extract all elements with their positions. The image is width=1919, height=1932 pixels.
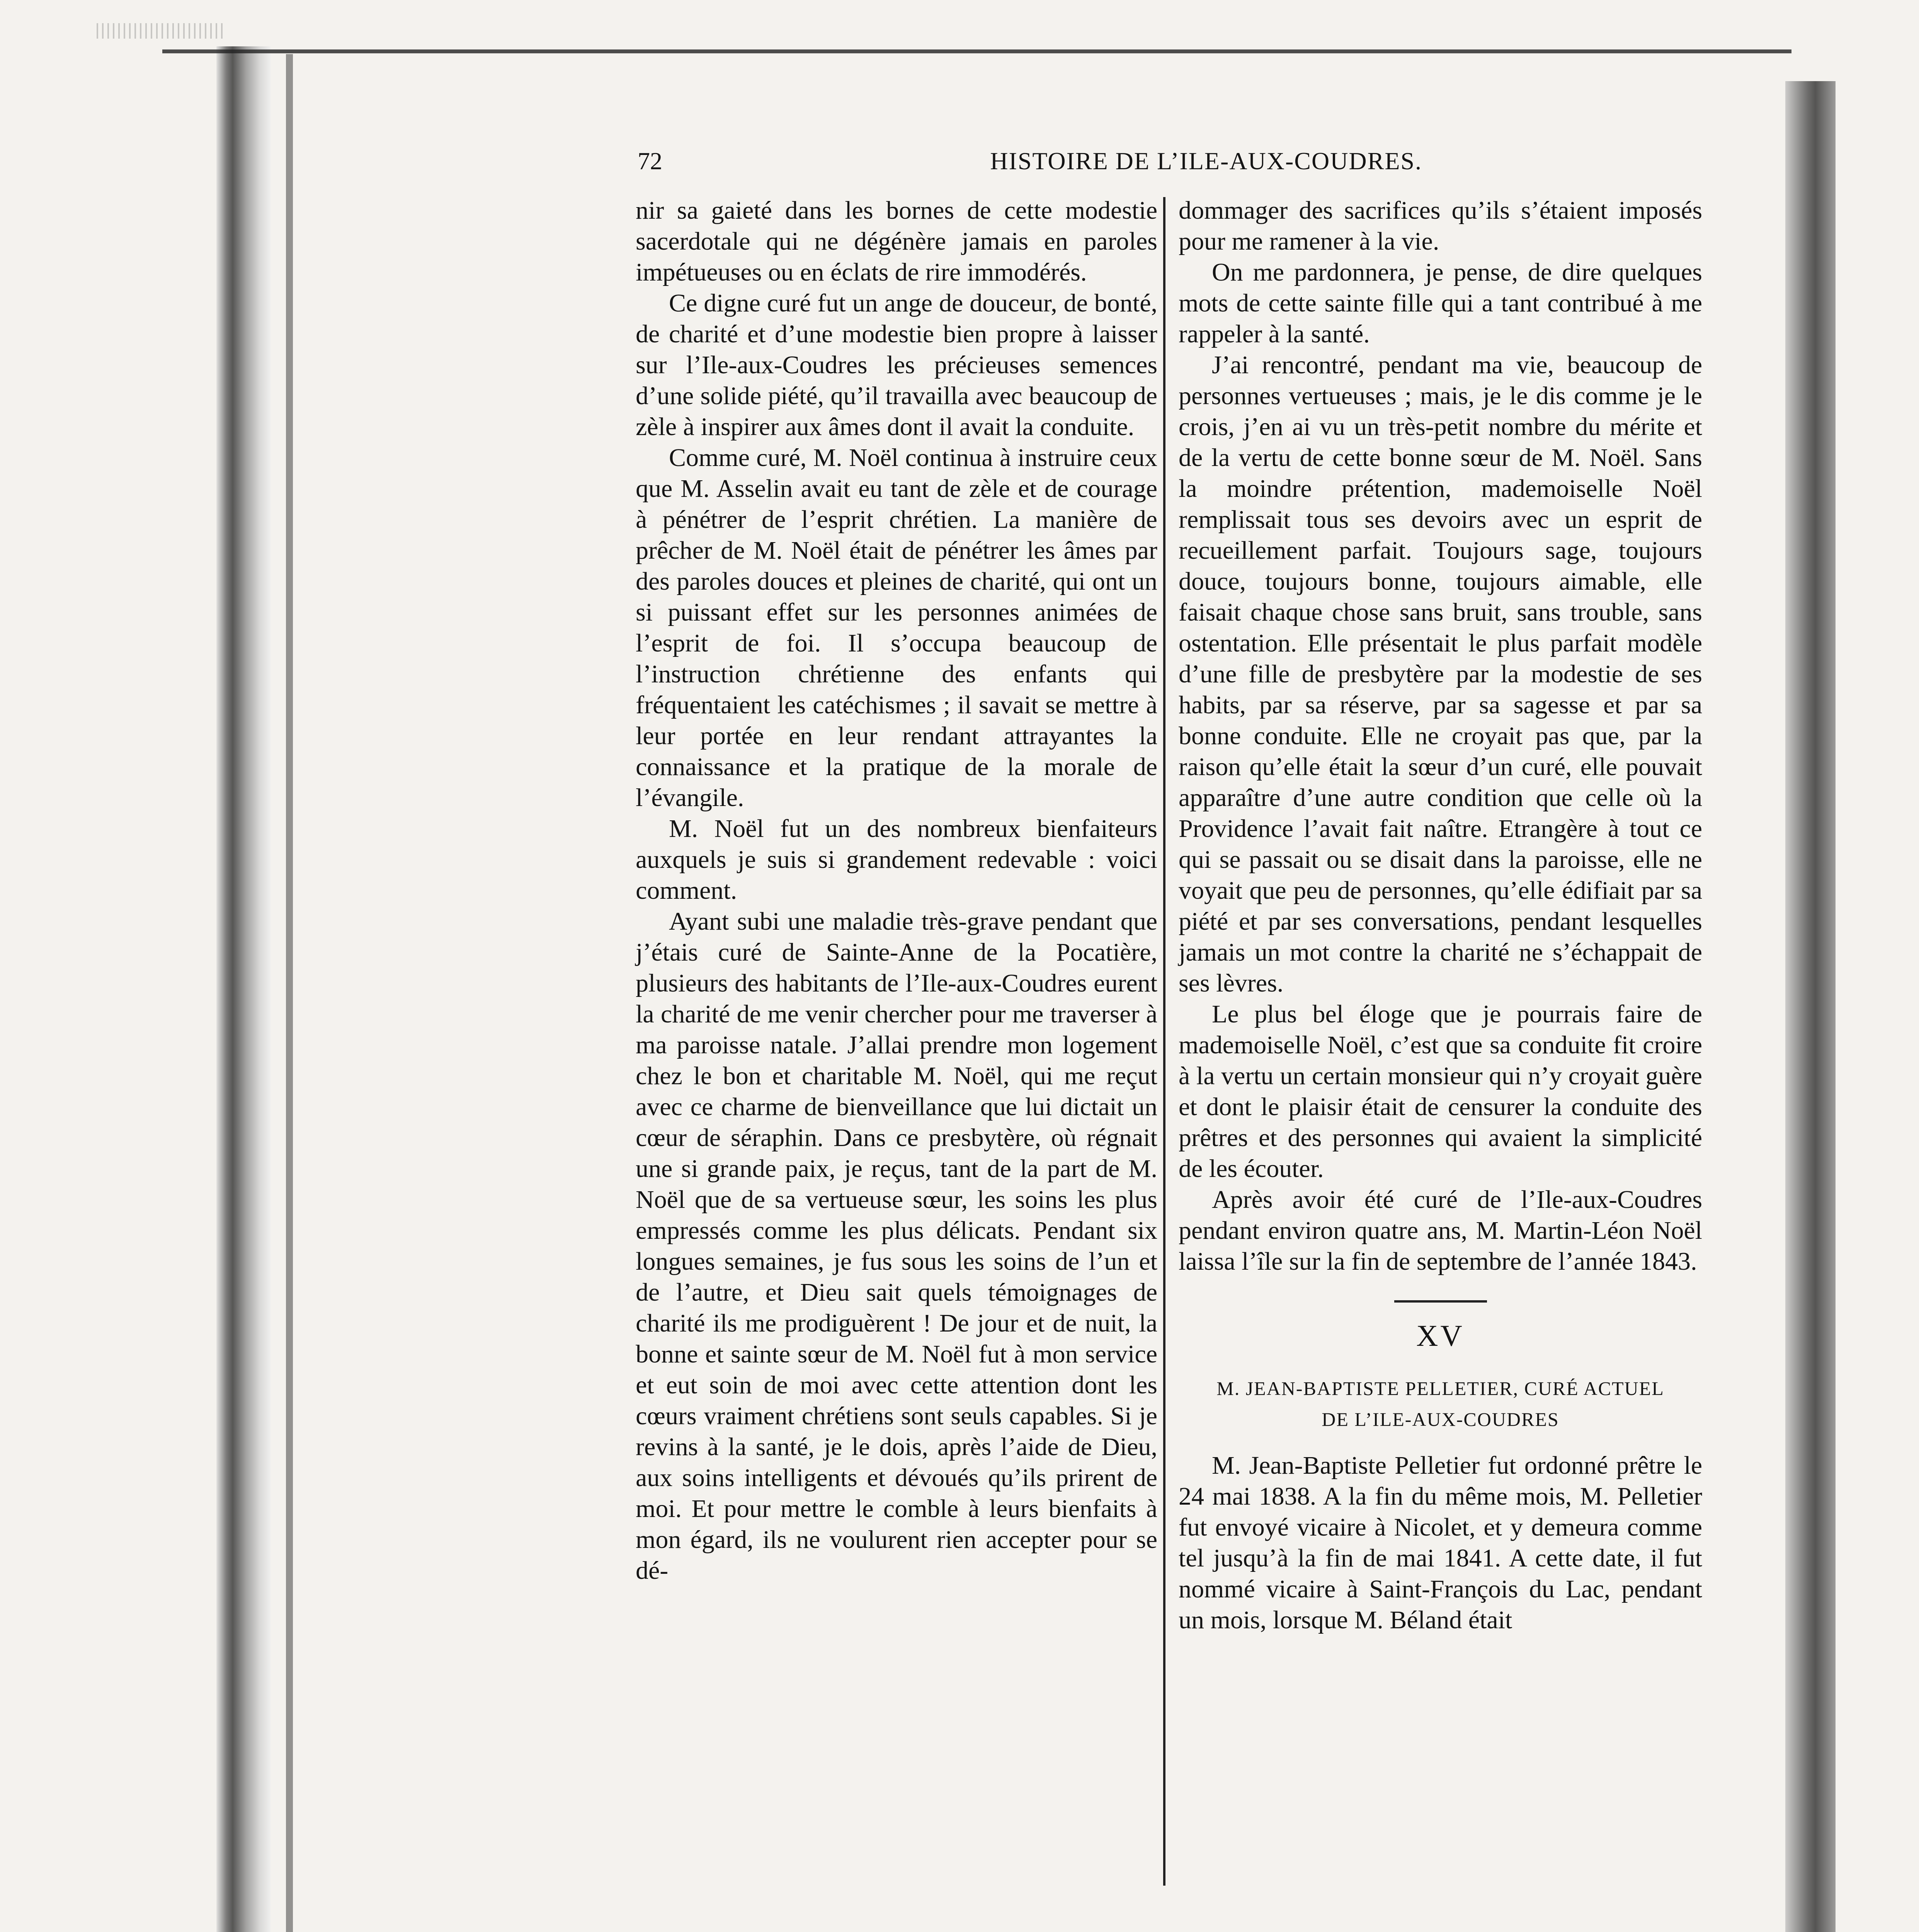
paragraph: dommager des sacrifices qu’ils s’étaient imposés pour me ramener à la vie. [1179,196,1702,255]
paragraph: On me pardonnera, je pense, de dire quelques mots de cette sainte fille qui a tant contribué à me rappeler à la santé. [1179,258,1702,348]
paragraph: Comme curé, M. Noël continua à instruire ceux que M. Asselin avait eu tant de zèle et de courage à pénétrer de l’esprit chrétien. La manière de prêcher de M. Noël était de pénétrer les âmes par des paroles douces et pleines de charité, qui ont un si puissant effet sur les personnes animées de l’esprit de foi. Il s’occupa beaucoup de l’instruction chrétienne des enfants qui fréquentaient les catéchismes ; il savait se mettre à leur portée en leur rendant attrayantes la connaissance et la pratique de la morale de l’évangile. [636,444,1157,812]
paragraph: Ayant subi une maladie très-grave pendant que j’étais curé de Sainte-Anne de la Pocatière, plusieurs des habitants de l’Ile-aux-Coudres eurent la charité de me venir chercher pour me traverser à ma paroisse natale. J’allai prendre mon logement chez le bon et charitable M. Noël, qui me reçut avec ce charme de bienveillance que lui dictait un cœur de séraphin. Dans ce presbytère, où régnait une si grande paix, je reçus, tant de la part de M. Noël que de sa vertueuse sœur, les soins les plus empressés comme les plus délicats. Pendant six longues semaines, je fus sous les soins de l’un et de l’autre, et Dieu sait quels témoignages de charité ils me prodiguèrent ! De jour et de nuit, la bonne et sainte sœur de M. Noël fut à mon service et eut soin de moi avec cette attention dont les cœurs vraiment chrétiens sont seuls capables. Si je revins à la santé, je le dois, après l’aide de Dieu, aux soins intelligents et dévoués qu’ils prirent de moi. Et pour mettre le comble à leurs bienfaits à mon égard, ils ne voulurent rien accepter pour se dé- [636,907,1157,1585]
section-title-line: M. JEAN-BAPTISTE PELLETIER, CURÉ ACTUEL [1216,1378,1664,1399]
paragraph: M. Jean-Baptiste Pelletier fut ordonné prêtre le 24 mai 1838. A la fin du même mois, M. Pelletier fut envoyé vicaire à Nicolet, et y demeura comme tel jusqu’à la fin de mai 1841. A cette date, il fut nommé vicaire à Saint-François du Lac, pendant un mois, lorsque M. Béland était [1179,1451,1702,1634]
section-title-line: DE L’ILE-AUX-COUDRES [1322,1408,1559,1430]
scan-top-border [162,49,1791,53]
paragraph: J’ai rencontré, pendant ma vie, beaucoup de personnes vertueuses ; mais, je le dis comme je le crois, j’en ai vu un très-petit nombre du mérite et de la vertu de cette bonne sœur de M. Noël. Sans la moindre prétention, mademoiselle Noël remplissait tous ses devoirs avec un esprit de recueillement parfait. Toujours sage, toujours douce, toujours bonne, toujours aimable, elle faisait chaque chose sans bruit, sans trouble, sans ostentation. Elle présentait le plus parfait modèle d’une fille de presbytère par la modestie de ses habits, par sa réserve, par sa sagesse et par sa bonne conduite. Elle ne croyait pas que, par la raison qu’elle était la sœur d’un curé, elle pouvait apparaître d’une autre condition que celle où la Providence l’avait fait naître. Etrangère à tout ce qui se passait ou se disait dans la paroisse, elle ne voyait que peu de personnes, qu’elle édifiait par sa piété et par ses conversations, pendant lesquelles jamais un mot contre la charité ne s’échappait de ses lèvres. [1179,351,1702,997]
page-number: 72 [638,147,662,175]
paragraph: Ce digne curé fut un ange de douceur, de bonté, de charité et d’une modestie bien propre à laisser sur l’Ile-aux-Coudres les précieuses semences d’une solide piété, qu’il travailla avec beaucoup de zèle à inspirer aux âmes dont il avait la conduite. [636,289,1157,441]
section-title [1179,1373,1702,1435]
section-rule [1394,1300,1487,1303]
column-divider [1163,197,1165,1886]
paragraph: nir sa gaieté dans les bornes de cette modestie sacerdotale qui ne dégénère jamais en paroles impétueuses ou en éclats de rire immodérés. [636,196,1157,286]
running-title: HISTOIRE DE L’ILE-AUX-COUDRES. [990,147,1422,175]
paragraph: M. Noël fut un des nombreux bienfaiteurs auxquels je suis si grandement redevable : voici comment. [636,815,1157,905]
paragraph: Après avoir été curé de l’Ile-aux-Coudres pendant environ quatre ans, M. Martin-Léon Noël laissa l’île sur la fin de septembre de l’année 1843. [1179,1185,1702,1276]
book-spine-edge [286,54,293,1932]
right-column [1179,195,1702,1636]
page-right-edge-shadow [1785,81,1836,1932]
running-header [638,144,1438,179]
scan-margin-noise [97,23,224,39]
book-spine-shadow [216,46,270,1932]
paragraph: Le plus bel éloge que je pourrais faire de mademoiselle Noël, c’est que sa conduite fit croire à la vertu un certain monsieur qui n’y croyait guère et dont le plaisir était de censurer la conduite des prêtres et des personnes qui avaient la simplicité de les écouter. [1179,1000,1702,1183]
section-number: XV [1416,1319,1465,1352]
left-column [636,195,1157,1586]
